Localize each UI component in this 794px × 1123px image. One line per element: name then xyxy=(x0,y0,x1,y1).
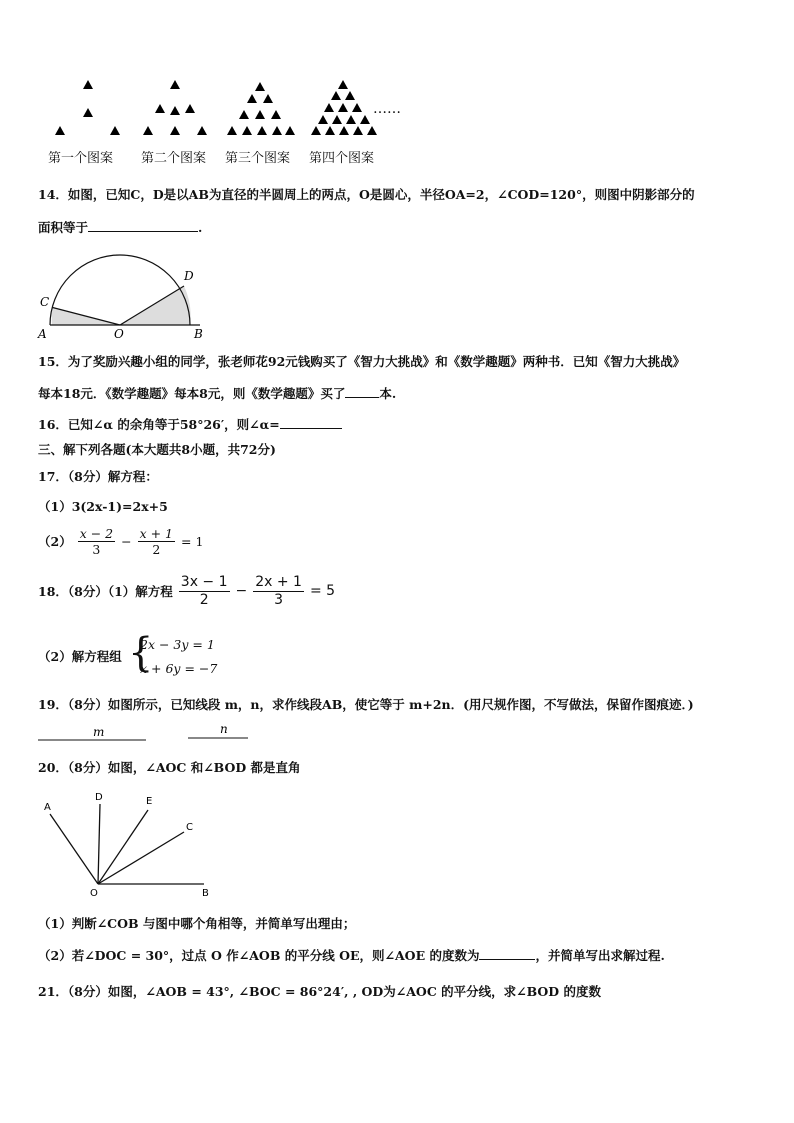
q15-answer-blank xyxy=(345,384,379,398)
q16-line xyxy=(38,415,342,434)
q19-segments-figure xyxy=(36,722,256,744)
q20-ray-oe xyxy=(98,810,148,884)
q21-text: 21．（8分）如图，∠AOB = 43°, ∠BOC = 86°24′, , OD为∠AOC 的平分线，求∠BOD 的度数 xyxy=(38,984,601,999)
q17-part2-label: （2） xyxy=(38,534,72,549)
q14-label-c: C xyxy=(40,295,50,309)
q17-fraction-2-num: x + 1 xyxy=(139,526,174,541)
q18-system-brace: { xyxy=(128,630,154,676)
q20-label-e: E xyxy=(146,796,153,807)
q16-answer-blank xyxy=(280,415,342,429)
q18-rhs: = 5 xyxy=(309,583,336,599)
q14-line2 xyxy=(38,218,202,237)
pattern-ellipsis: …… xyxy=(373,101,401,117)
q17-fraction-2-den: 2 xyxy=(152,542,161,557)
pattern-1 xyxy=(55,80,120,135)
q20-label-b: B xyxy=(202,888,209,898)
pattern-2 xyxy=(143,80,207,135)
q20-part2 xyxy=(38,946,665,965)
q18-part1 xyxy=(38,574,335,609)
q20-ray-oc xyxy=(98,832,184,884)
q18-fraction-1-den: 2 xyxy=(199,592,209,608)
q18-part2-label: （2）解方程组 xyxy=(38,649,122,664)
q20-ray-od xyxy=(98,804,100,884)
q16-text: 16．已知∠α 的余角等于58°26′，则∠α= xyxy=(38,417,280,432)
pattern-caption-3: 第三个图案 xyxy=(225,151,291,166)
q18-fraction-1 xyxy=(179,574,230,609)
q20-part2-text: （2）若∠DOC = 30°，过点 O 作∠AOB 的平分线 OE，则∠AOE 的度数为 xyxy=(38,948,480,963)
q19-text: 19．（8分）如图所示，已知线段 m，n，求作线段AB，使它等于 m+2n．(用尺规作图，不写做法，保留作图痕迹．) xyxy=(38,697,694,712)
q17-part2 xyxy=(38,526,203,557)
section3-heading: 三、解下列各题(本大题共8小题，共72分) xyxy=(38,442,276,457)
q17-fraction-2 xyxy=(138,526,175,557)
q20-label-c: C xyxy=(186,822,193,833)
q14-semicircle-figure xyxy=(36,246,216,342)
q15-line1: 15．为了奖励兴趣小组的同学，张老师花92元钱购买了《智力大挑战》和《数学趣题》两种书．已知《智力大挑战》 xyxy=(38,354,686,369)
q20-part2-end: ，并简单写出求解过程. xyxy=(535,948,665,963)
q17-title: 17．（8分）解方程： xyxy=(38,469,158,484)
q18-equation-1: 2x − 3y = 1 xyxy=(140,637,215,652)
q20-label-d: D xyxy=(95,792,103,803)
q15-line2 xyxy=(38,384,396,403)
pattern-3 xyxy=(227,82,295,135)
q19-label-n: n xyxy=(220,722,228,736)
q18-fraction-2 xyxy=(253,574,304,609)
q18-fraction-2-num: 2x + 1 xyxy=(255,574,302,590)
q20-answer-blank xyxy=(479,946,535,960)
q14-answer-blank xyxy=(88,218,198,232)
pattern-caption-4: 第四个图案 xyxy=(309,151,375,166)
q18-minus: − xyxy=(235,583,248,599)
pattern-caption-2: 第二个图案 xyxy=(141,151,207,166)
q20-label-o: O xyxy=(90,888,98,898)
q18-equation-2: x + 6y = −7 xyxy=(140,661,218,676)
q17-part1: （1）3(2x-1)=2x+5 xyxy=(38,499,168,514)
q14-line2-end: . xyxy=(198,220,203,235)
q20-label-a: A xyxy=(44,802,51,813)
q17-minus: − xyxy=(121,534,132,549)
q20-ray-oa xyxy=(50,814,98,884)
q17-fraction-1-den: 3 xyxy=(92,542,101,557)
q18-fraction-2-den: 3 xyxy=(274,592,284,608)
q17-fraction-1-num: x − 2 xyxy=(79,526,114,541)
q14-line2-text: 面积等于 xyxy=(38,220,89,235)
q15-line2-text: 每本18元．《数学趣题》每本8元，则《数学趣题》买了 xyxy=(38,386,346,401)
q20-angles-figure xyxy=(36,786,226,898)
q20-part1: （1）判断∠COB 与图中哪个角相等，并简单写出理由； xyxy=(38,916,356,931)
q19-label-m: m xyxy=(93,725,105,739)
q17-rhs: = 1 xyxy=(181,534,204,549)
q14-label-a: A xyxy=(38,327,47,341)
q18-title: 18．（8分）（1）解方程 xyxy=(38,584,173,599)
pattern-caption-1: 第一个图案 xyxy=(48,151,114,166)
q14-label-o: O xyxy=(114,327,124,341)
q17-fraction-1 xyxy=(78,526,115,557)
q20-title: 20．（8分）如图，∠AOC 和∠BOD 都是直角 xyxy=(38,760,301,775)
q14-label-b: B xyxy=(194,327,203,341)
q14-label-d: D xyxy=(184,269,194,283)
q18-fraction-1-num: 3x − 1 xyxy=(180,574,228,590)
q15-line2-end: 本. xyxy=(379,386,397,401)
triangle-patterns-figure xyxy=(40,76,420,142)
pattern-4 xyxy=(311,80,377,135)
q14-line1: 14．如图，已知C，D是以AB为直径的半圆周上的两点，O是圆心，半径OA=2，∠COD=120°，则图中阴影部分的 xyxy=(38,187,695,202)
